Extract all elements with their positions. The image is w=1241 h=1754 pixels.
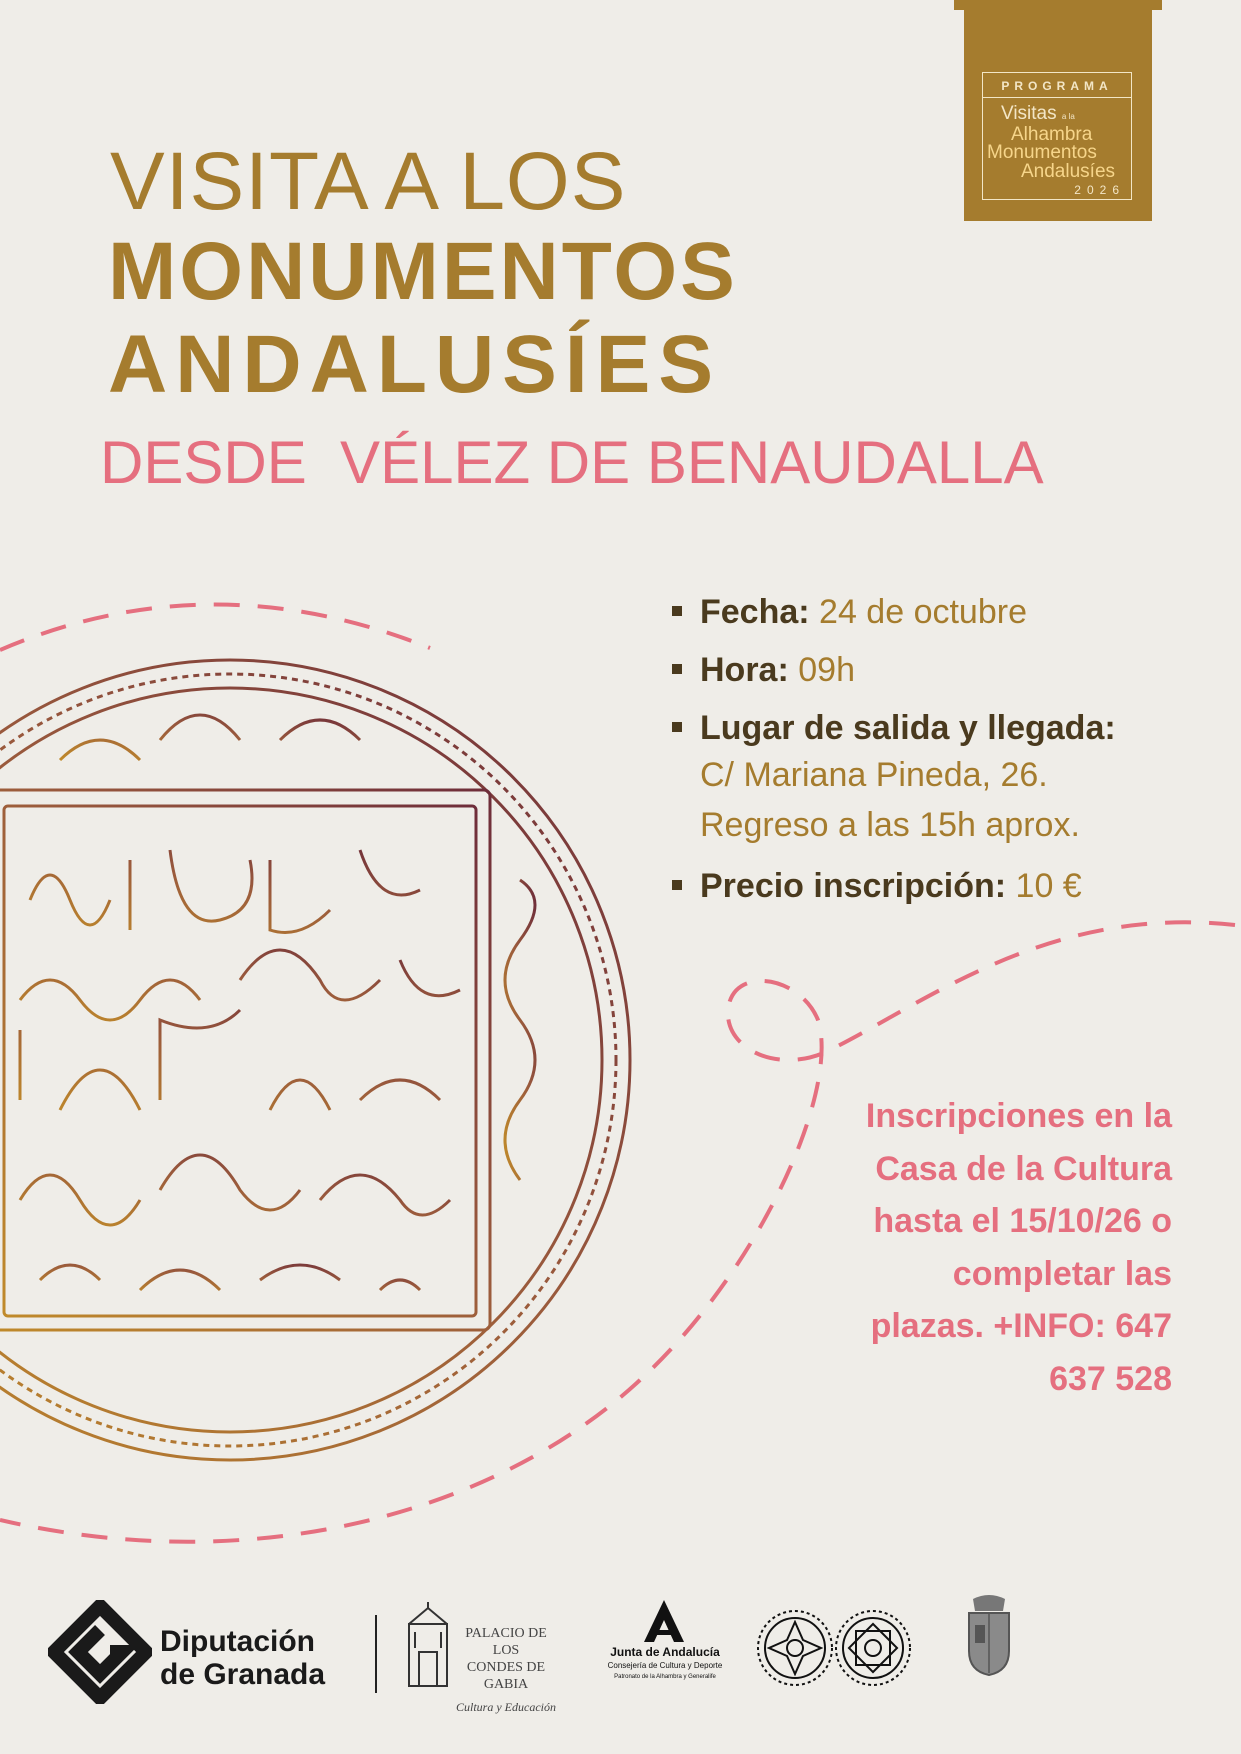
palacio-logo-text: [456, 1625, 556, 1716]
hora-value: 09h: [798, 651, 855, 689]
bullet-icon: [672, 606, 682, 616]
sponsor-logos: [0, 1580, 1241, 1720]
diputacion-line-1: Diputación: [160, 1625, 315, 1658]
badge-andalusies: Andalusíes: [1021, 161, 1116, 182]
title-line-1: VISITA A LOS: [110, 136, 627, 227]
alhambra-seal-icon: [755, 1608, 915, 1688]
municipal-shield-icon: [965, 1595, 1013, 1677]
palacio-line-2: CONDES DE GABIA: [466, 1660, 546, 1692]
logo-divider: [375, 1615, 377, 1693]
junta-logo-text: [600, 1645, 730, 1680]
palacio-line-1: PALACIO DE LOS: [465, 1626, 547, 1658]
badge-frame: [982, 72, 1132, 200]
lugar-line-1: C/ Mariana Pineda, 26.: [700, 756, 1048, 794]
badge-alhambra: Alhambra: [1011, 124, 1093, 145]
title-line-2: MONUMENTOS: [108, 226, 738, 317]
badge-year: 2026: [1074, 183, 1125, 197]
fecha-value: 24 de octubre: [819, 593, 1027, 631]
junta-sub-2: Patronato de la Alhambra y Generalife: [614, 1674, 716, 1680]
diputacion-logo-text: [160, 1625, 325, 1691]
fecha-label: Fecha:: [700, 593, 810, 631]
badge-a-la: a la: [1061, 112, 1075, 121]
insc-line-6: 637 528: [1049, 1359, 1172, 1398]
precio-label: Precio inscripción:: [700, 867, 1007, 905]
lugar-line-2: Regreso a las 15h aprox.: [700, 806, 1080, 844]
subtitle: DESDE VÉLEZ DE BENAUDALLA: [100, 429, 1044, 496]
bullet-icon: [672, 664, 682, 674]
palacio-building-icon: [405, 1602, 451, 1688]
info-hora: [670, 648, 1230, 692]
inscripciones-text: [800, 1090, 1172, 1405]
lugar-label: Lugar de salida y llegada:: [700, 709, 1116, 747]
junta-andalucia-logo-icon: [640, 1598, 688, 1644]
info-lugar: [670, 706, 1230, 850]
badge-visitas: Visitas: [1001, 103, 1057, 124]
palacio-sub: Cultura y Educación: [456, 1700, 556, 1714]
info-fecha: [670, 590, 1230, 634]
insc-line-5: plazas. +INFO: 647: [870, 1307, 1172, 1345]
insc-line-2: Casa de la Cultura: [875, 1149, 1172, 1188]
diputacion-logo-icon: [48, 1600, 152, 1704]
hora-label: Hora:: [700, 651, 789, 689]
dashed-path: [0, 604, 430, 650]
program-badge: [964, 0, 1152, 221]
insc-line-1: Inscripciones en la: [865, 1097, 1172, 1135]
bullet-icon: [672, 722, 682, 732]
badge-program-label: PROGRAMA: [1001, 79, 1113, 93]
insc-line-3: hasta el 15/10/26 o: [873, 1202, 1172, 1240]
badge-monumentos: Monumentos: [987, 142, 1097, 163]
precio-value: 10 €: [1015, 867, 1082, 905]
insc-line-4: completar las: [952, 1254, 1172, 1293]
info-precio: [670, 864, 1230, 908]
title-line-3: ANDALUSÍES: [108, 319, 722, 410]
junta-sub: Consejería de Cultura y Deporte: [607, 1661, 723, 1670]
event-info-list: [670, 590, 1230, 922]
diputacion-line-2: de Granada: [160, 1658, 326, 1691]
bullet-icon: [672, 880, 682, 890]
junta-name: Junta de Andalucía: [610, 1645, 720, 1659]
